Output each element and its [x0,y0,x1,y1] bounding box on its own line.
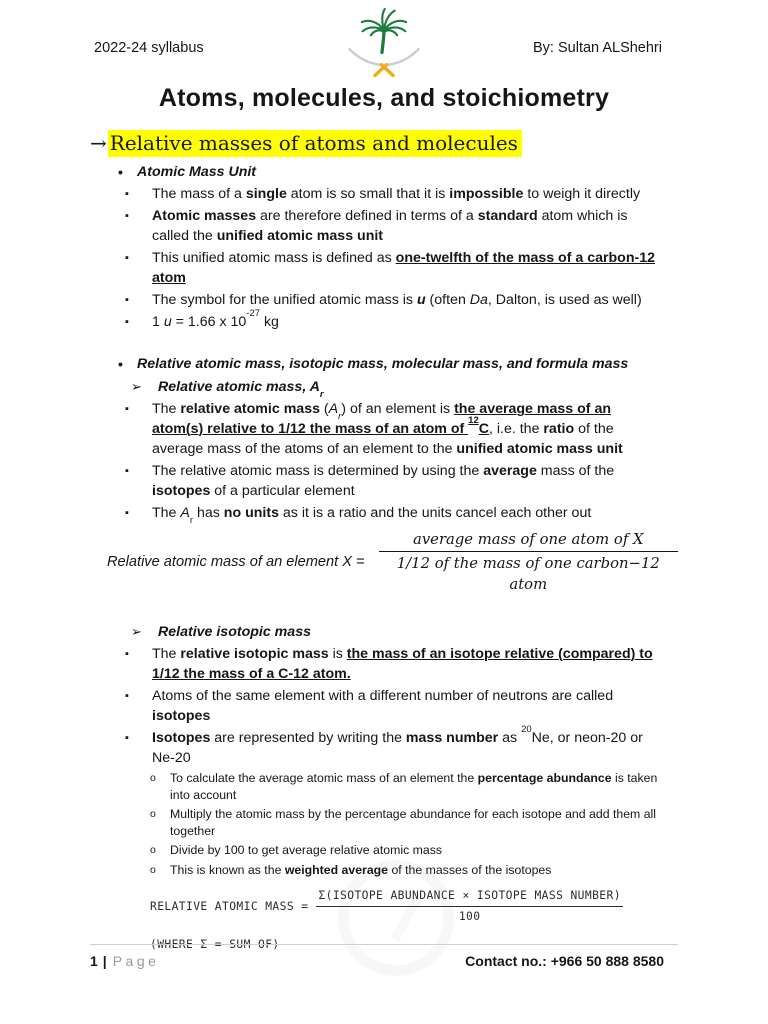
arrowhead-bullet-icon: ➢ [131,379,142,394]
list-item [90,308,678,332]
square-bullet-icon: ▪ [125,648,129,660]
list-item-text: Relative isotopic mass [158,624,311,640]
list-item-text: The symbol for the unified atomic mass is u (often Da, Dalton, is used as well) [152,292,642,308]
fraction-numerator: Σ(ISOTOPE ABUNDANCE × ISOTOPE MASS NUMBER) [316,888,622,907]
square-bullet-icon: ▪ [125,732,129,744]
circle-bullet-icon: o [150,863,156,876]
circle-bullet-icon: o [150,772,156,784]
list-item [90,290,678,310]
formula-note: (WHERE Σ = SUM OF) [150,938,280,951]
list-item [90,842,678,859]
list-item-subheading [90,622,678,642]
list-item [90,806,678,839]
list-item [90,503,678,526]
list-item-heading [90,354,678,374]
section-heading-text: Relative masses of atoms and molecules [108,130,522,157]
list-item-text: The $A_r$ has no units as it is a ratio and the units cancel each other out [152,505,592,526]
footer-separator: | [102,953,107,969]
dot-bullet-icon: • [118,356,123,372]
section-heading [90,128,522,158]
list-item-text: This is known as the weighted average of the masses of the isotopes [170,862,552,877]
list-item-text: Atomic masses are therefore defined in terms of a standard atom which is called the unified atomic mass unit [152,208,628,244]
square-bullet-icon: ▪ [125,210,129,222]
list-item-text: Atoms of the same element with a different number of neutrons are called isotopes [152,688,614,724]
list-item-text: To calculate the average atomic mass of an element the percentage abundance is taken into account [170,771,658,802]
square-bullet-icon: ▪ [125,252,129,264]
formula-lhs: RELATIVE ATOMIC MASS = [150,899,309,913]
square-bullet-icon: ▪ [125,403,129,415]
list-item-text: Isotopes are represented by writing the mass number as $^{20}$Ne, or neon-20 or Ne-20 [152,724,643,766]
square-bullet-icon: ▪ [125,690,129,702]
list-item-text: The mass of a single atom is so small that it is impossible to weigh it directly [152,186,641,202]
crossed-swords-icon [350,49,419,75]
list-item [90,644,678,684]
arrow-icon: → [90,131,107,155]
syllabus-label: 2022-24 syllabus [94,40,204,56]
list-item [90,724,678,768]
list-item [90,248,678,288]
fraction-denominator: 100 [458,910,481,923]
page-number-value: 1 [90,953,98,969]
list-item-text: Multiply the atomic mass by the percentage abundance for each isotope and add them all together [170,807,657,838]
formula-label: Relative atomic mass of an element X = [107,554,365,570]
circle-bullet-icon: o [150,808,156,820]
list-item [90,770,678,803]
list-item-text: The relative atomic mass is determined by using the average mass of the isotopes of a particular element [152,463,615,499]
arrowhead-bullet-icon: ➢ [131,624,142,639]
square-bullet-icon: ▪ [125,188,129,200]
dot-bullet-icon: • [118,164,123,180]
palm-tree-icon [362,9,406,52]
page-word: Page [112,953,160,969]
page-footer [90,944,678,969]
content-body [90,162,678,955]
list-item [90,461,678,501]
formula-fraction [379,529,678,595]
spacer [90,334,678,354]
relative-atomic-mass-formula [107,529,678,595]
author-label: By: Sultan ALShehri [533,40,662,56]
list-item-text: 1 u = 1.66 x $10^{-27}$ kg [152,308,279,330]
list-item-heading [90,162,678,182]
list-item [90,206,678,246]
list-item-text: Divide by 100 to get average relative atomic mass [170,843,443,857]
square-bullet-icon: ▪ [125,294,129,306]
page-number [90,953,159,969]
list-item-text: The relative atomic mass $(A_r)$ of an element is the average mass of an atom(s) relative to 1/12 the mass of an atom of $^{12}$C, i.e. the ratio of the average mass of the atoms of an element to the unified atomic mass unit [152,401,623,457]
fraction-denominator: 1/12 of the mass of one carbon−12 atom [396,555,660,593]
list-item-subheading [90,377,678,400]
spacer [90,605,678,619]
circle-bullet-icon: o [150,844,156,856]
fraction-numerator: average mass of one atom of X [379,529,678,552]
square-bullet-icon: ▪ [125,316,129,328]
list-item-text: Relative atomic mass, isotopic mass, molecular mass, and formula mass [137,356,629,372]
list-item-text: Relative atomic mass, $A_r$ [158,379,324,400]
list-item-text: Atomic Mass Unit [137,164,257,180]
contact-info: Contact no.: +966 50 888 8580 [465,953,664,969]
list-item-text: The relative isotopic mass is the mass of an isotope relative (compared) to 1/12 the mass of a C-12 atom. [152,646,653,682]
list-item-text: This unified atomic mass is defined as one-twelfth of the mass of a carbon-12 atom [152,250,656,286]
square-bullet-icon: ▪ [125,507,129,519]
list-item [90,686,678,726]
saudi-emblem-logo [343,3,425,84]
square-bullet-icon: ▪ [125,465,129,477]
list-item [90,399,678,459]
page-title: Atoms, molecules, and stoichiometry [158,84,610,112]
list-item [90,184,678,204]
